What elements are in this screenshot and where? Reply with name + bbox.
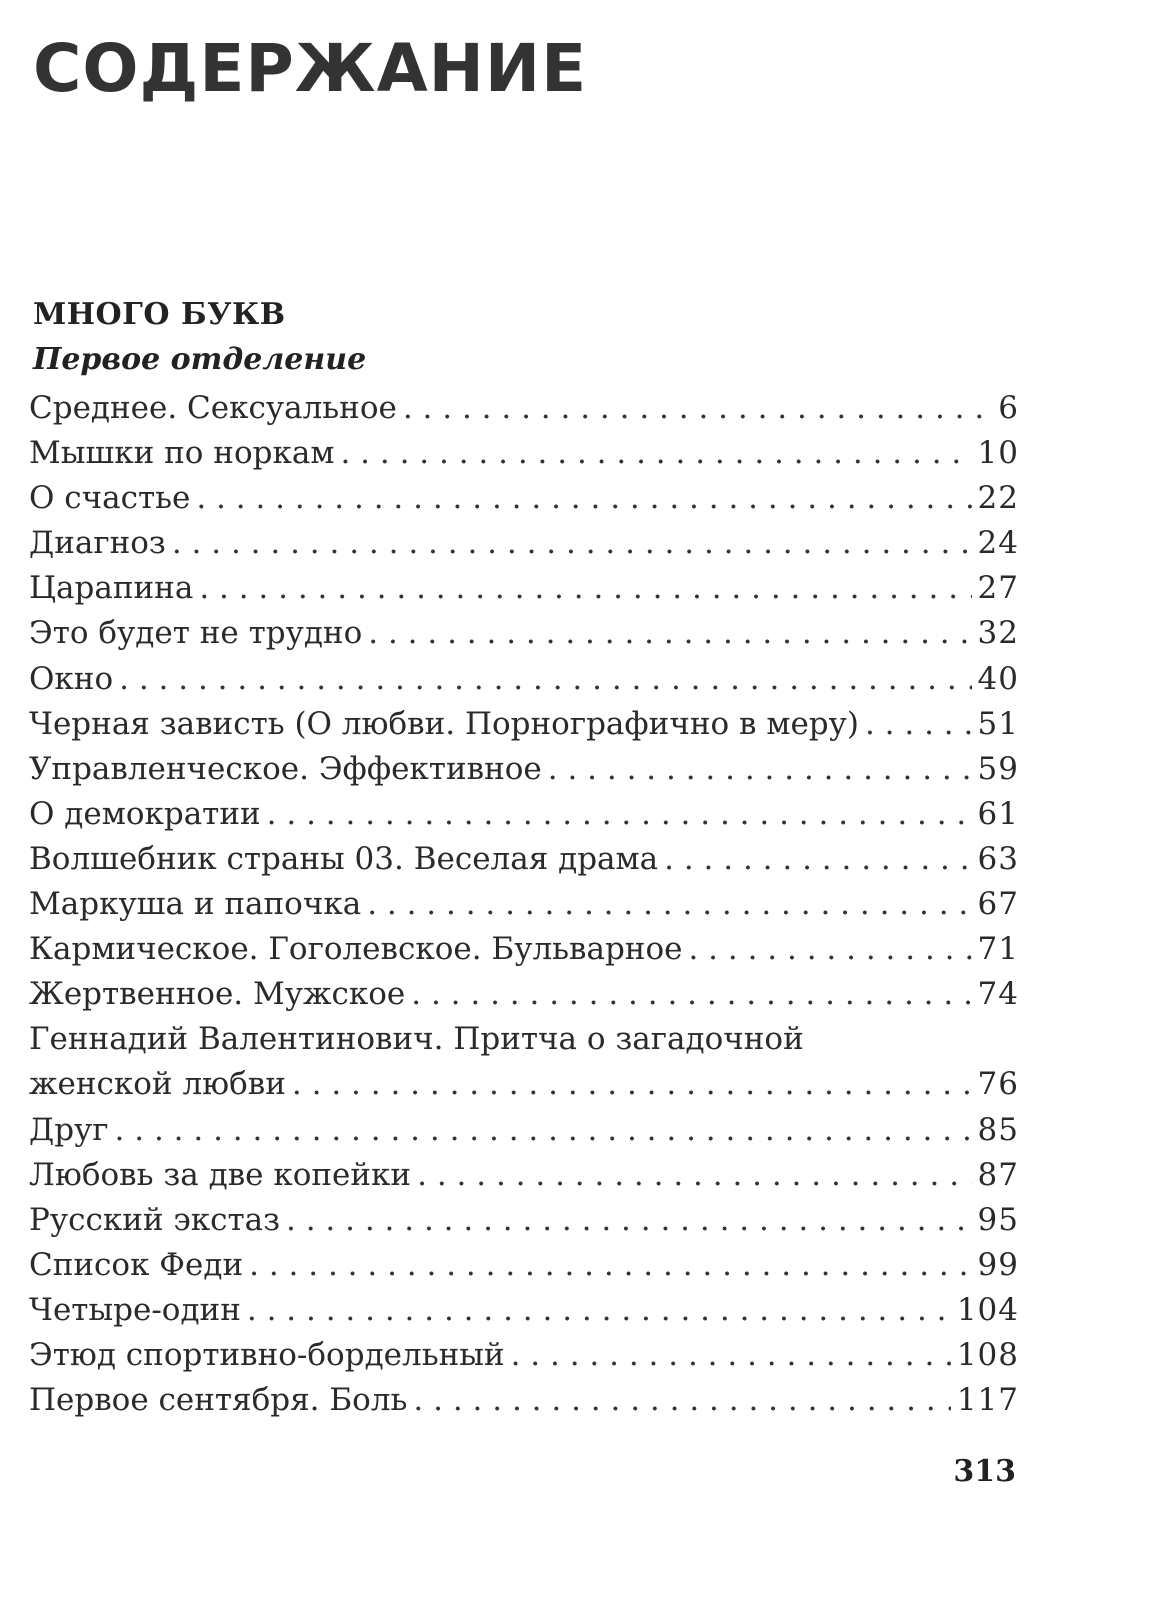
- toc-entry-page: 40: [977, 660, 1019, 697]
- toc-entry-title: Мышки по норкам: [29, 435, 335, 472]
- dot-leader: [664, 837, 971, 882]
- toc-entry: [29, 792, 1019, 837]
- toc-entry-title: Кармическое. Гоголевское. Бульварное: [29, 931, 683, 968]
- dot-leader: [119, 657, 971, 702]
- dot-leader: [267, 792, 972, 837]
- toc-entry-continuation: [29, 1062, 1019, 1107]
- toc-entry-page: 22: [977, 480, 1019, 517]
- dot-leader: [249, 1243, 971, 1288]
- toc-entry: [29, 1288, 1019, 1333]
- toc-entry-title: Маркуша и папочка: [29, 886, 362, 923]
- dot-leader: [115, 1108, 972, 1153]
- toc-entry-title: Царапина: [29, 570, 194, 607]
- toc-entry-title: Геннадий Валентинович. Притча о загадочной: [29, 1021, 804, 1058]
- toc-entry: [29, 747, 1019, 792]
- dot-leader: [411, 972, 971, 1017]
- toc-entry: [29, 657, 1019, 702]
- toc-entry-page: 85: [977, 1111, 1019, 1148]
- dot-leader: [292, 1062, 972, 1107]
- toc-entry: [29, 702, 1019, 747]
- toc-entry-title: Среднее. Сексуальное: [29, 390, 397, 426]
- toc-entry-title: Первое сентября. Боль: [29, 1382, 408, 1419]
- toc-entry: [29, 837, 1019, 882]
- toc-entry-page: 10: [977, 435, 1019, 472]
- subsection-title: Первое отделение: [33, 342, 367, 377]
- toc-entry: [29, 1153, 1019, 1198]
- toc-entry: [29, 431, 1019, 476]
- toc-entry-title: Волшебник страны 03. Веселая драма: [29, 840, 659, 877]
- toc-entry-page: 6: [998, 390, 1019, 426]
- toc-entry: [29, 386, 1019, 431]
- toc-entry: [29, 476, 1019, 521]
- toc-entry-title: Русский экстаз: [29, 1201, 281, 1238]
- toc-entry-page: 51: [977, 705, 1019, 742]
- toc-entry-page: 63: [977, 840, 1019, 877]
- toc-entry-title-continued: женской любви: [29, 1066, 286, 1103]
- toc-entry: [29, 521, 1019, 566]
- dot-leader: [413, 1378, 950, 1423]
- dot-leader: [688, 927, 971, 972]
- toc-entry-title: Любовь за две копейки: [29, 1156, 412, 1193]
- dot-leader: [865, 702, 972, 747]
- section-title: МНОГО БУКВ: [33, 297, 286, 332]
- toc-entry-title: Жертвенное. Мужское: [29, 976, 406, 1013]
- toc-entry: [29, 1198, 1019, 1243]
- dot-leader: [548, 747, 972, 792]
- toc-entry-title: О счастье: [29, 480, 191, 517]
- toc-entry: [29, 882, 1019, 927]
- toc-entry: [29, 1378, 1019, 1423]
- toc-entry-first-line: [29, 1017, 1019, 1062]
- toc-entry-page: 74: [977, 976, 1019, 1013]
- toc-entry-title: Черная зависть (О любви. Порнографично в меру): [29, 705, 859, 742]
- page-number: 313: [953, 1454, 1016, 1489]
- dot-leader: [511, 1333, 951, 1378]
- toc-entry-title: Четыре-один: [29, 1291, 241, 1328]
- toc-entry-page: 87: [977, 1156, 1019, 1193]
- toc-entry-page: 117: [956, 1382, 1019, 1419]
- dot-leader: [247, 1288, 951, 1333]
- dot-leader: [368, 611, 971, 656]
- toc-entry-page: 104: [956, 1291, 1019, 1328]
- dot-leader: [196, 476, 971, 521]
- toc-entry-page: 67: [977, 886, 1019, 923]
- toc-entry-page: 24: [977, 525, 1019, 562]
- dot-leader: [199, 566, 971, 611]
- dot-leader: [286, 1198, 972, 1243]
- toc-entry-page: 99: [977, 1246, 1019, 1283]
- dot-leader: [403, 386, 992, 431]
- dot-leader: [417, 1153, 971, 1198]
- toc-entry: [29, 972, 1019, 1017]
- dot-leader: [367, 882, 971, 927]
- toc-entry: [29, 1333, 1019, 1378]
- toc-entry: [29, 927, 1019, 972]
- toc-entry-page: 95: [977, 1201, 1019, 1238]
- toc-entry-title: О демократии: [29, 795, 261, 832]
- toc-entry-page: 108: [956, 1336, 1019, 1373]
- dot-leader: [172, 521, 972, 566]
- toc-entry: [29, 611, 1019, 656]
- page-title: СОДЕРЖАНИЕ: [33, 30, 588, 107]
- toc-entry-title: Диагноз: [29, 525, 166, 562]
- toc-entry-page: 32: [977, 615, 1019, 652]
- toc-entry-title: Это будет не трудно: [29, 615, 363, 652]
- toc-entry-title: Список Феди: [29, 1246, 244, 1283]
- toc-entry-title: Друг: [29, 1111, 109, 1148]
- toc-entry-title: Управленческое. Эффективное: [29, 750, 542, 787]
- toc-entry: [29, 1108, 1019, 1153]
- toc-entry: [29, 566, 1019, 611]
- toc-entry-page: 71: [977, 931, 1019, 968]
- toc-entry: [29, 1243, 1019, 1288]
- toc-entry-page: 76: [977, 1066, 1019, 1103]
- toc-entry-page: 27: [977, 570, 1019, 607]
- table-of-contents: [29, 386, 1019, 1423]
- toc-entry-title: Окно: [29, 660, 114, 697]
- toc-entry-page: 61: [977, 795, 1019, 832]
- dot-leader: [340, 431, 971, 476]
- toc-entry-title: Этюд спортивно-бордельный: [29, 1336, 505, 1373]
- toc-entry-page: 59: [977, 750, 1019, 787]
